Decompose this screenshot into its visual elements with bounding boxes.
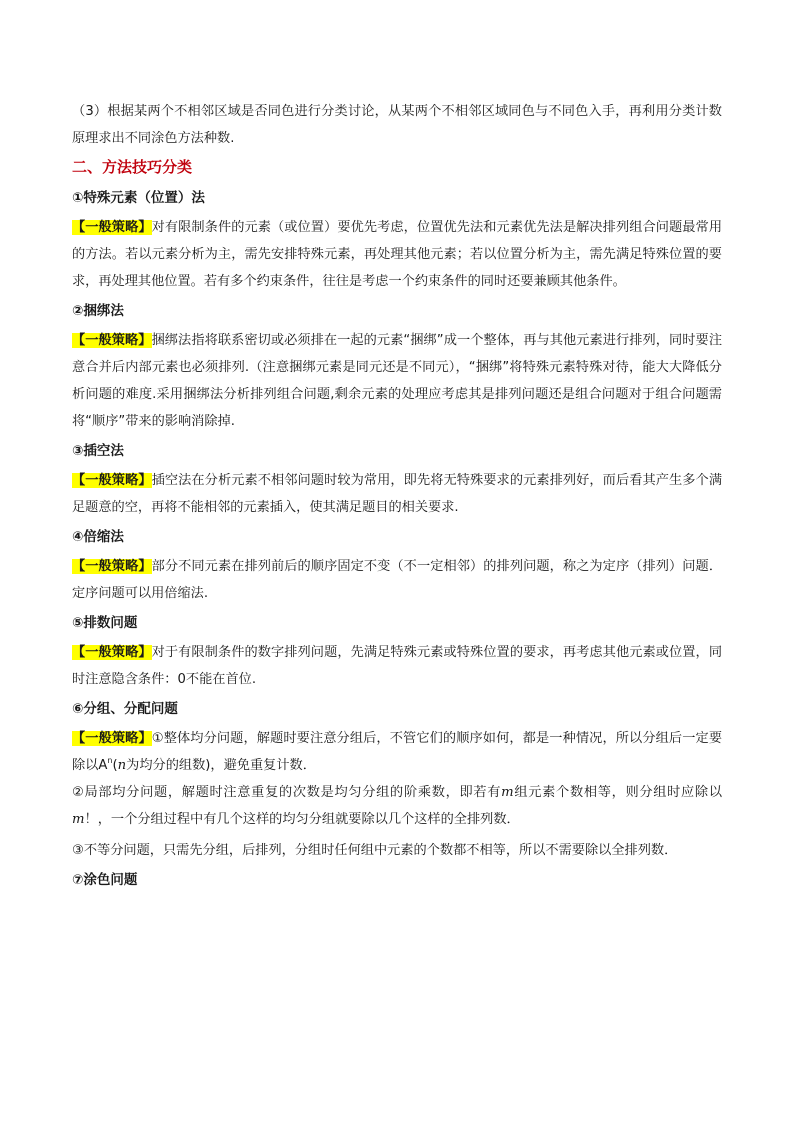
- method-text: (: [112, 758, 118, 773]
- method-title-insertion: ③插空法: [72, 443, 124, 459]
- method-text: ①整体均分问题，解题时要注意分组后，不管它们的顺序如何，都是一种情况，所以分组后一定要除以A: [72, 731, 723, 773]
- method-paragraph-grouping: [72, 725, 722, 779]
- paragraph-text: 组元素个数相等，则分组时应除以: [513, 785, 723, 800]
- method-paragraph-scaling: [72, 553, 722, 607]
- grouping-paragraph-3: ③不等分问题，只需先分组，后排列，分组时任何组中元素的个数都不相等，所以不需要除以全排列数．: [72, 843, 678, 858]
- paragraph-text: ！，一个分组过程中有几个这样的均匀分组就要除以几个这样的全排列数．: [84, 812, 520, 827]
- method-text: 插空法在分析元素不相邻问题时较为常用，即先将无特殊要求的元素排列好，而后看其产生多个满足题意的空，再将不能相邻的元素插入，使其满足题目的相关要求.: [72, 473, 723, 515]
- superscript-n: n: [107, 756, 113, 765]
- paragraph-text: ②局部均分问题，解题时注意重复的次数是均匀分组的阶乘数，即若有: [72, 785, 502, 800]
- strategy-label: 【一般策略】: [72, 731, 152, 746]
- strategy-label: 【一般策略】: [72, 559, 152, 574]
- method-title-grouping: ⑥分组、分配问题: [72, 701, 178, 717]
- method-text: 捆绑法指将联系密切或必须排在一起的元素“捆绑”成一个整体，再与其他元素进行排列，同时要注意合并后内部元素也必须排列.（注意捆绑元素是同元还是不同元），“捆绑”将特殊元素特殊对待，能大大降低分析问题的难度.采用捆绑法分析排列组合问题,剩余元素的处理应考虑其是排列问题还是组合问题对于组合问题需将“顺序”带来的影响消除掉.: [72, 333, 723, 429]
- intro-paragraph: （3）根据某两个不相邻区域是否同色进行分类讨论，从某两个不相邻区域同色与不同色入手，再利用分类计数原理求出不同涂色方法种数.: [72, 104, 722, 146]
- method-title-coloring: ⑦涂色问题: [72, 872, 138, 888]
- method-paragraph-number-arrangement: [72, 639, 722, 693]
- math-variable-m: m: [501, 785, 514, 800]
- section-title: 二、方法技巧分类: [72, 158, 193, 176]
- math-variable-n: n: [117, 758, 127, 773]
- strategy-label: 【一般策略】: [72, 645, 152, 660]
- method-paragraph-insertion: [72, 467, 722, 521]
- grouping-paragraph-2: [72, 779, 722, 833]
- method-paragraph-bundling: [72, 327, 722, 435]
- method-paragraph-special-element: [72, 214, 722, 295]
- method-title-bundling: ②捆绑法: [72, 303, 124, 319]
- math-variable-m: m: [72, 812, 85, 827]
- method-title-special-element: ①特殊元素（位置）法: [72, 190, 205, 206]
- method-text: 对有限制条件的元素（或位置）要优先考虑，位置优先法和元素优先法是解决排列组合问题最常用的方法。若以元素分析为主，需先安排特殊元素，再处理其他元素；若以位置分析为主，需先满足特殊位置的要求，再处理其他位置。若有多个约束条件，往往是考虑一个约束条件的同时还要兼顾其他条件。: [72, 220, 723, 289]
- strategy-label: 【一般策略】: [72, 333, 152, 348]
- method-title-number-arrangement: ⑤排数问题: [72, 615, 138, 631]
- method-text: 为均分的组数)，避免重复计数．: [126, 758, 316, 773]
- method-title-scaling: ④倍缩法: [72, 529, 124, 545]
- strategy-label: 【一般策略】: [72, 473, 152, 488]
- strategy-label: 【一般策略】: [72, 220, 152, 235]
- method-text: 对于有限制条件的数字排列问题，先满足特殊元素或特殊位置的要求，再考虑其他元素或位置，同时注意隐含条件：0不能在首位.: [72, 645, 723, 687]
- method-text: 部分不同元素在排列前后的顺序固定不变（不一定相邻）的排列问题，称之为定序（排列）问题．定序问题可以用倍缩法.: [72, 559, 723, 601]
